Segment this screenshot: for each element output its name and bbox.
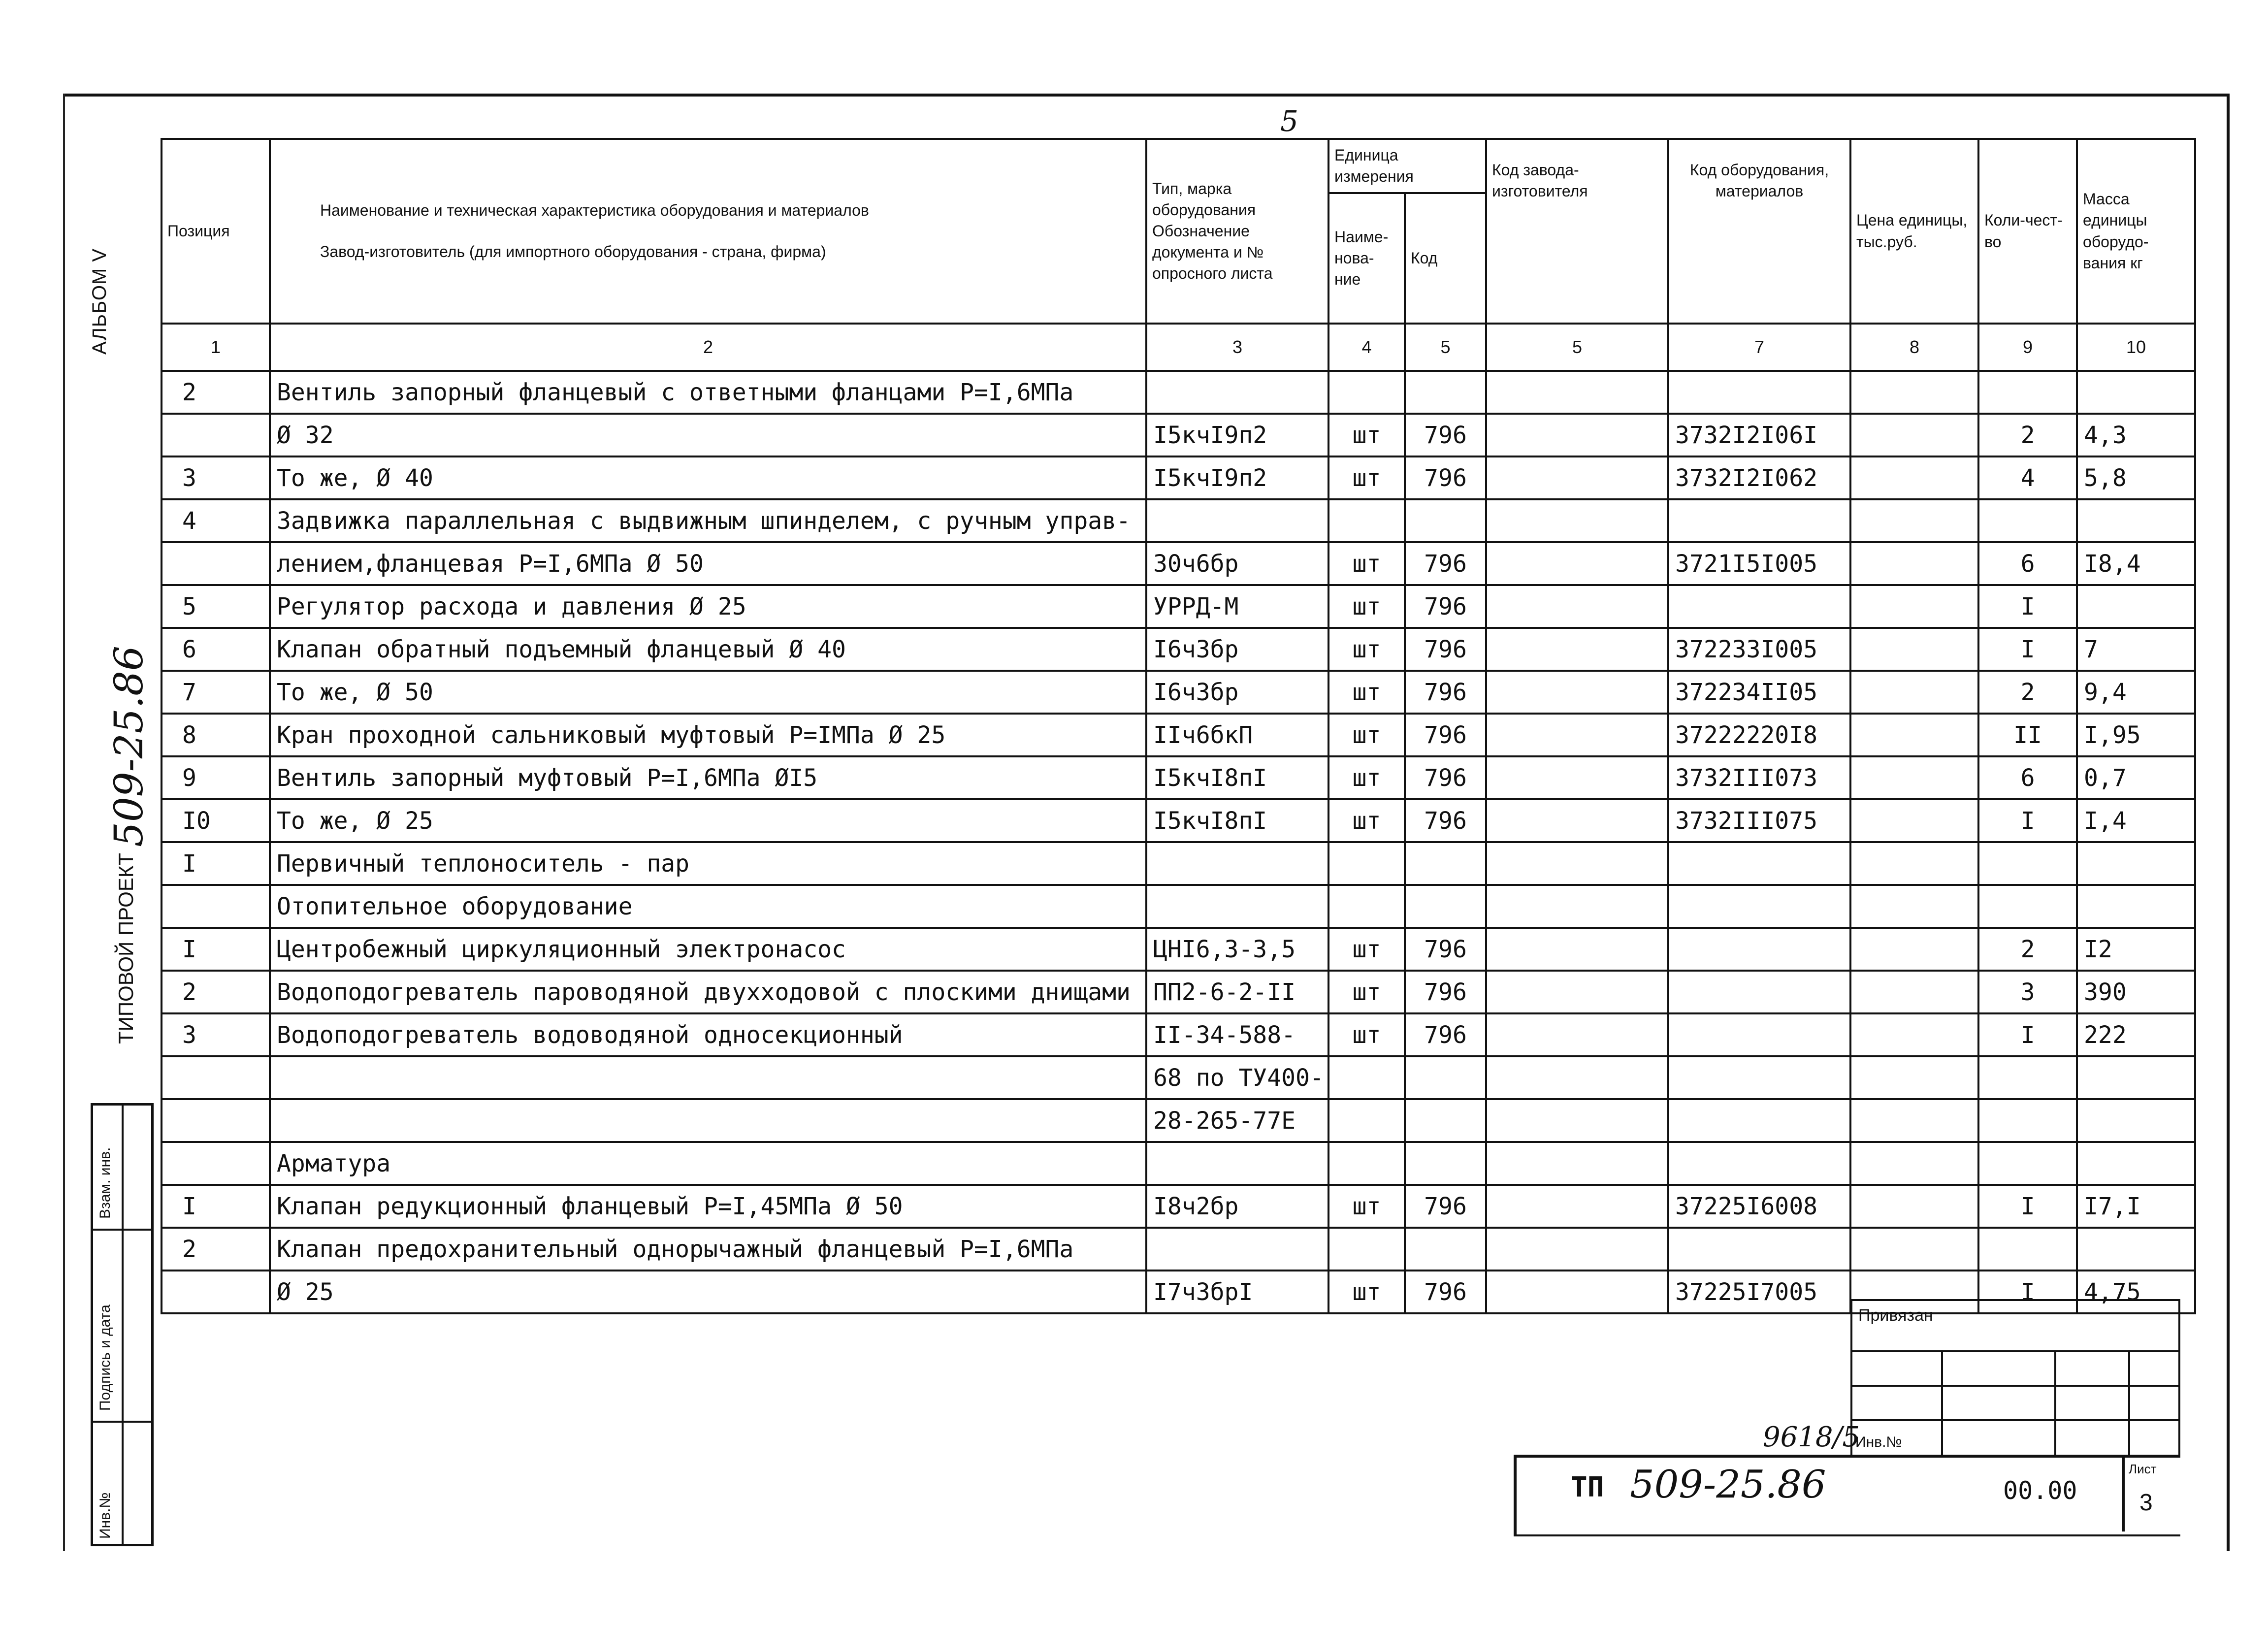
bound-vline — [2128, 1350, 2130, 1455]
cell-equipment-code: 37225I6008 — [1668, 1185, 1850, 1228]
cell-position: 3 — [162, 456, 270, 499]
cell-quantity: II — [1978, 714, 2077, 756]
title-block — [1514, 1455, 2180, 1536]
cell-plant-code — [1486, 799, 1668, 842]
cell-unit — [1328, 499, 1405, 542]
cell-type: 68 по ТУ400- — [1146, 1056, 1328, 1099]
stamp-label-replace: Взам. инв. — [97, 1147, 113, 1219]
cell-price — [1850, 971, 1978, 1013]
cell-position — [162, 542, 270, 585]
cell-quantity: I — [1978, 585, 2077, 628]
cell-name: То же, Ø 25 — [270, 799, 1146, 842]
table-row — [162, 456, 2195, 499]
cell-unit-code — [1405, 1056, 1486, 1099]
cell-mass — [2077, 885, 2195, 928]
cell-mass: 7 — [2077, 628, 2195, 671]
header-name-line2: Завод-изготовитель (для импортного оборудования - страна, фирма) — [320, 242, 826, 261]
stamp-inner-line — [122, 1106, 124, 1544]
cell-unit: шт — [1328, 799, 1405, 842]
project-label: ТИПОВОЙ ПРОЕКТ — [114, 853, 137, 1044]
header-plant-code: Код завода-изготовителя — [1486, 139, 1668, 324]
cell-quantity: I — [1978, 1271, 2077, 1313]
cell-unit-code — [1405, 499, 1486, 542]
cell-quantity — [1978, 1228, 2077, 1271]
cell-type: I7ч3брI — [1146, 1271, 1328, 1313]
column-number: 10 — [2077, 324, 2195, 371]
column-number: 2 — [270, 324, 1146, 371]
cell-position: 4 — [162, 499, 270, 542]
cell-unit-code — [1405, 885, 1486, 928]
cell-plant-code — [1486, 928, 1668, 971]
cell-type: I5кчI9п2 — [1146, 456, 1328, 499]
cell-plant-code — [1486, 585, 1668, 628]
inventory-label: Инв.№ — [1855, 1434, 1902, 1450]
cell-name: Водоподогреватель пароводяной двухходовой с плоскими днищами — [270, 971, 1146, 1013]
cell-type: ЦНI6,3-3,5 — [1146, 928, 1328, 971]
table-row — [162, 799, 2195, 842]
cell-position: I — [162, 928, 270, 971]
table-row — [162, 971, 2195, 1013]
cell-unit: шт — [1328, 456, 1405, 499]
cell-quantity: I — [1978, 1013, 2077, 1056]
cell-quantity: 6 — [1978, 756, 2077, 799]
cell-unit-code: 796 — [1405, 671, 1486, 714]
cell-mass — [2077, 371, 2195, 414]
cell-name: Клапан обратный подъемный фланцевый Ø 40 — [270, 628, 1146, 671]
cell-price — [1850, 714, 1978, 756]
cell-price — [1850, 671, 1978, 714]
cell-name: Арматура — [270, 1142, 1146, 1185]
header-equipment-code: Код оборудования, материалов — [1668, 139, 1850, 324]
cell-quantity — [1978, 842, 2077, 885]
cell-unit: шт — [1328, 714, 1405, 756]
cell-mass: I7,I — [2077, 1185, 2195, 1228]
cell-type — [1146, 842, 1328, 885]
cell-unit-code: 796 — [1405, 714, 1486, 756]
cell-equipment-code — [1668, 971, 1850, 1013]
cell-unit-code: 796 — [1405, 1013, 1486, 1056]
cell-price — [1850, 1056, 1978, 1099]
cell-quantity: I — [1978, 628, 2077, 671]
cell-unit: шт — [1328, 628, 1405, 671]
table-row — [162, 1099, 2195, 1142]
cell-name: Ø 32 — [270, 414, 1146, 456]
cell-unit-code — [1405, 1228, 1486, 1271]
cell-mass: I8,4 — [2077, 542, 2195, 585]
cell-unit — [1328, 1056, 1405, 1099]
cell-unit-code: 796 — [1405, 1271, 1486, 1313]
cell-plant-code — [1486, 456, 1668, 499]
cell-price — [1850, 842, 1978, 885]
cell-position: 7 — [162, 671, 270, 714]
table-row — [162, 1013, 2195, 1056]
stamp-divider — [93, 1421, 151, 1423]
cell-position: 2 — [162, 371, 270, 414]
cell-price — [1850, 456, 1978, 499]
cell-unit: шт — [1328, 671, 1405, 714]
cell-name: Водоподогреватель водоводяной односекционный — [270, 1013, 1146, 1056]
cell-mass: I2 — [2077, 928, 2195, 971]
cell-price — [1850, 885, 1978, 928]
cell-unit: шт — [1328, 756, 1405, 799]
cell-unit: шт — [1328, 542, 1405, 585]
column-number: 1 — [162, 324, 270, 371]
cell-position: 3 — [162, 1013, 270, 1056]
cell-mass — [2077, 1056, 2195, 1099]
sheet-number: 3 — [2139, 1490, 2153, 1516]
cell-equipment-code — [1668, 499, 1850, 542]
cell-unit: шт — [1328, 1013, 1405, 1056]
cell-name: Первичный теплоноситель - пар — [270, 842, 1146, 885]
side-project-number: 509-25.86 — [106, 646, 152, 847]
cell-unit — [1328, 885, 1405, 928]
cell-mass — [2077, 842, 2195, 885]
cell-type — [1146, 499, 1328, 542]
cell-equipment-code: 3732I2I06I — [1668, 414, 1850, 456]
cell-type — [1146, 371, 1328, 414]
doc-number: 509-25.86 — [1630, 1463, 1826, 1507]
cell-quantity: 2 — [1978, 671, 2077, 714]
table-row — [162, 542, 2195, 585]
column-number: 7 — [1668, 324, 1850, 371]
table-row — [162, 628, 2195, 671]
cell-price — [1850, 371, 1978, 414]
cell-type: IIч6бкП — [1146, 714, 1328, 756]
stamp-divider — [93, 1229, 151, 1231]
cell-mass: 5,8 — [2077, 456, 2195, 499]
cell-unit: шт — [1328, 414, 1405, 456]
cell-price — [1850, 1142, 1978, 1185]
cell-quantity — [1978, 371, 2077, 414]
cell-plant-code — [1486, 414, 1668, 456]
cell-plant-code — [1486, 1056, 1668, 1099]
cell-type: 28-265-77Е — [1146, 1099, 1328, 1142]
cell-type: I5кчI9п2 — [1146, 414, 1328, 456]
sheet-code: 00.00 — [2003, 1476, 2077, 1505]
table-row — [162, 1142, 2195, 1185]
cell-price — [1850, 414, 1978, 456]
cell-equipment-code: 37225I7005 — [1668, 1271, 1850, 1313]
cell-unit: шт — [1328, 1271, 1405, 1313]
cell-mass — [2077, 1228, 2195, 1271]
cell-plant-code — [1486, 1099, 1668, 1142]
cell-equipment-code: 372233I005 — [1668, 628, 1850, 671]
header-name — [270, 139, 1146, 324]
bound-label: Привязан — [1858, 1306, 1933, 1325]
table-row — [162, 1228, 2195, 1271]
page-number: 5 — [1280, 104, 1298, 138]
cell-name: Регулятор расхода и давления Ø 25 — [270, 585, 1146, 628]
cell-quantity: 2 — [1978, 928, 2077, 971]
cell-type: I5кчI8пI — [1146, 756, 1328, 799]
cell-plant-code — [1486, 671, 1668, 714]
cell-type — [1146, 1228, 1328, 1271]
cell-price — [1850, 628, 1978, 671]
header-type: Тип, марка оборудования Обозначение документа и № опросного листа — [1146, 139, 1328, 324]
cell-equipment-code: 3721I5I005 — [1668, 542, 1850, 585]
cell-mass: 390 — [2077, 971, 2195, 1013]
cell-type: ПП2-6-2-II — [1146, 971, 1328, 1013]
cell-position: 2 — [162, 971, 270, 1013]
cell-position — [162, 1099, 270, 1142]
specification-body — [162, 371, 2195, 1313]
cell-name: То же, Ø 50 — [270, 671, 1146, 714]
table-row — [162, 671, 2195, 714]
header-unit: Единица измерения — [1328, 139, 1486, 193]
cell-equipment-code — [1668, 1142, 1850, 1185]
column-number: 5 — [1405, 324, 1486, 371]
cell-plant-code — [1486, 842, 1668, 885]
cell-unit-code — [1405, 842, 1486, 885]
cell-position: I — [162, 842, 270, 885]
cell-mass — [2077, 1142, 2195, 1185]
table-row — [162, 1056, 2195, 1099]
cell-name: Клапан предохранительный однорычажный фланцевый P=I,6МПа — [270, 1228, 1146, 1271]
cell-quantity: 2 — [1978, 414, 2077, 456]
cell-equipment-code: 3732III073 — [1668, 756, 1850, 799]
cell-plant-code — [1486, 499, 1668, 542]
cell-type: I8ч2бр — [1146, 1185, 1328, 1228]
cell-position — [162, 1142, 270, 1185]
cell-unit: шт — [1328, 928, 1405, 971]
cell-unit-code: 796 — [1405, 628, 1486, 671]
cell-name: Отопительное оборудование — [270, 885, 1146, 928]
cell-plant-code — [1486, 756, 1668, 799]
cell-quantity: 3 — [1978, 971, 2077, 1013]
cell-position — [162, 1271, 270, 1313]
cell-quantity — [1978, 499, 2077, 542]
cell-name — [270, 1099, 1146, 1142]
cell-price — [1850, 499, 1978, 542]
cell-unit — [1328, 1228, 1405, 1271]
table-row — [162, 371, 2195, 414]
cell-position: 9 — [162, 756, 270, 799]
header-quantity: Коли-чест-во — [1978, 139, 2077, 324]
cell-plant-code — [1486, 1013, 1668, 1056]
cell-plant-code — [1486, 1271, 1668, 1313]
cell-quantity: 6 — [1978, 542, 2077, 585]
header-unit-code: Код — [1405, 193, 1486, 324]
cell-name: Задвижка параллельная с выдвижным шпинделем, с ручным управ- — [270, 499, 1146, 542]
header-position: Позиция — [162, 139, 270, 324]
table-row — [162, 585, 2195, 628]
cell-unit-code — [1405, 1142, 1486, 1185]
cell-plant-code — [1486, 714, 1668, 756]
inventory-number: 9618/5 — [1763, 1421, 1860, 1453]
cell-mass — [2077, 1099, 2195, 1142]
column-number: 3 — [1146, 324, 1328, 371]
cell-unit: шт — [1328, 585, 1405, 628]
cell-plant-code — [1486, 1185, 1668, 1228]
title-block-bottom-line — [1514, 1534, 2180, 1536]
cell-type: 30ч6бр — [1146, 542, 1328, 585]
cell-name: лением,фланцевая P=I,6МПа Ø 50 — [270, 542, 1146, 585]
cell-price — [1850, 585, 1978, 628]
cell-unit-code: 796 — [1405, 1185, 1486, 1228]
cell-unit: шт — [1328, 1185, 1405, 1228]
cell-price — [1850, 928, 1978, 971]
cell-price — [1850, 799, 1978, 842]
cell-unit-code: 796 — [1405, 756, 1486, 799]
frame-right-line — [2227, 94, 2230, 1551]
column-number: 5 — [1486, 324, 1668, 371]
cell-mass: 0,7 — [2077, 756, 2195, 799]
cell-position — [162, 1056, 270, 1099]
cell-quantity: I — [1978, 799, 2077, 842]
cell-position: 8 — [162, 714, 270, 756]
header-name-line1: Наименование и техническая характеристика оборудования и материалов — [320, 201, 869, 220]
cell-unit-code: 796 — [1405, 456, 1486, 499]
cell-type — [1146, 885, 1328, 928]
cell-unit: шт — [1328, 971, 1405, 1013]
cell-equipment-code — [1668, 1013, 1850, 1056]
cell-plant-code — [1486, 628, 1668, 671]
cell-plant-code — [1486, 971, 1668, 1013]
header-price: Цена единицы, тыс.руб. — [1850, 139, 1978, 324]
cell-position — [162, 414, 270, 456]
cell-name: Кран проходной сальниковый муфтовый P=IМПа Ø 25 — [270, 714, 1146, 756]
column-number: 9 — [1978, 324, 2077, 371]
table-row — [162, 499, 2195, 542]
cell-type: I5кчI8пI — [1146, 799, 1328, 842]
cell-plant-code — [1486, 1142, 1668, 1185]
cell-position: 5 — [162, 585, 270, 628]
cell-name: То же, Ø 40 — [270, 456, 1146, 499]
cell-position: I — [162, 1185, 270, 1228]
cell-plant-code — [1486, 885, 1668, 928]
side-stamp — [91, 1103, 154, 1546]
cell-equipment-code — [1668, 371, 1850, 414]
cell-mass — [2077, 499, 2195, 542]
cell-unit-code — [1405, 1099, 1486, 1142]
cell-unit-code: 796 — [1405, 928, 1486, 971]
cell-equipment-code — [1668, 1228, 1850, 1271]
bound-vline — [2054, 1350, 2056, 1455]
cell-position — [162, 885, 270, 928]
cell-name: Ø 25 — [270, 1271, 1146, 1313]
cell-unit-code: 796 — [1405, 585, 1486, 628]
cell-quantity: I — [1978, 1185, 2077, 1228]
cell-equipment-code: 372234II05 — [1668, 671, 1850, 714]
cell-unit-code: 796 — [1405, 799, 1486, 842]
header-unit-name: Наиме-нова-ние — [1328, 193, 1405, 324]
cell-plant-code — [1486, 1228, 1668, 1271]
album-label: АЛЬБОМ V — [89, 248, 110, 355]
cell-equipment-code — [1668, 928, 1850, 971]
table-row — [162, 885, 2195, 928]
cell-equipment-code: 3732III075 — [1668, 799, 1850, 842]
cell-equipment-code — [1668, 1056, 1850, 1099]
cell-name: Центробежный циркуляционный электронасос — [270, 928, 1146, 971]
cell-equipment-code: 3732I2I062 — [1668, 456, 1850, 499]
cell-unit — [1328, 842, 1405, 885]
cell-equipment-code — [1668, 585, 1850, 628]
cell-mass: I,4 — [2077, 799, 2195, 842]
stamp-label-signature: Подпись и дата — [97, 1304, 113, 1411]
cell-plant-code — [1486, 371, 1668, 414]
table-row — [162, 756, 2195, 799]
cell-unit-code: 796 — [1405, 971, 1486, 1013]
cell-unit — [1328, 1099, 1405, 1142]
cell-price — [1850, 1185, 1978, 1228]
table-row — [162, 842, 2195, 885]
cell-name: Вентиль запорный фланцевый с ответными фланцами P=I,6МПа — [270, 371, 1146, 414]
sheet-box — [2122, 1458, 2180, 1531]
frame-left-line — [63, 94, 65, 1551]
bound-block — [1850, 1299, 2180, 1457]
cell-equipment-code — [1668, 1099, 1850, 1142]
cell-unit-code — [1405, 371, 1486, 414]
cell-name: Клапан редукционный фланцевый P=I,45МПа Ø 50 — [270, 1185, 1146, 1228]
cell-quantity: 4 — [1978, 456, 2077, 499]
cell-mass — [2077, 585, 2195, 628]
cell-position: I0 — [162, 799, 270, 842]
cell-equipment-code — [1668, 885, 1850, 928]
cell-quantity — [1978, 1056, 2077, 1099]
table-row — [162, 1185, 2195, 1228]
cell-price — [1850, 1099, 1978, 1142]
cell-type: УРРД-М — [1146, 585, 1328, 628]
cell-unit-code: 796 — [1405, 414, 1486, 456]
frame-top-line — [63, 94, 2230, 97]
cell-unit — [1328, 1142, 1405, 1185]
bound-vline — [1941, 1350, 1943, 1455]
cell-price — [1850, 756, 1978, 799]
cell-mass: 9,4 — [2077, 671, 2195, 714]
header-mass: Масса единицы оборудо-вания кг — [2077, 139, 2195, 324]
cell-mass: 222 — [2077, 1013, 2195, 1056]
cell-quantity — [1978, 1142, 2077, 1185]
cell-equipment-code: 37222220I8 — [1668, 714, 1850, 756]
specification-table — [161, 138, 2196, 1314]
cell-unit-code: 796 — [1405, 542, 1486, 585]
cell-type: I6ч3бр — [1146, 671, 1328, 714]
cell-unit — [1328, 371, 1405, 414]
cell-mass: I,95 — [2077, 714, 2195, 756]
cell-position: 6 — [162, 628, 270, 671]
cell-name: Вентиль запорный муфтовый P=I,6МПа ØI5 — [270, 756, 1146, 799]
cell-position: 2 — [162, 1228, 270, 1271]
stamp-label-inventory: Инв.№ — [97, 1492, 113, 1539]
column-number: 4 — [1328, 324, 1405, 371]
table-row — [162, 414, 2195, 456]
cell-mass: 4,75 — [2077, 1271, 2195, 1313]
cell-price — [1850, 1228, 1978, 1271]
table-row — [162, 928, 2195, 971]
cell-equipment-code — [1668, 842, 1850, 885]
doc-prefix: ТП — [1571, 1471, 1604, 1503]
cell-quantity — [1978, 885, 2077, 928]
cell-type — [1146, 1142, 1328, 1185]
cell-mass: 4,3 — [2077, 414, 2195, 456]
table-row — [162, 714, 2195, 756]
cell-quantity — [1978, 1099, 2077, 1142]
cell-type: II-34-588- — [1146, 1013, 1328, 1056]
cell-price — [1850, 1013, 1978, 1056]
sheet-label: Лист — [2129, 1462, 2157, 1476]
cell-price — [1850, 542, 1978, 585]
cell-name — [270, 1056, 1146, 1099]
cell-plant-code — [1486, 542, 1668, 585]
cell-type: I6ч3бр — [1146, 628, 1328, 671]
column-number: 8 — [1850, 324, 1978, 371]
